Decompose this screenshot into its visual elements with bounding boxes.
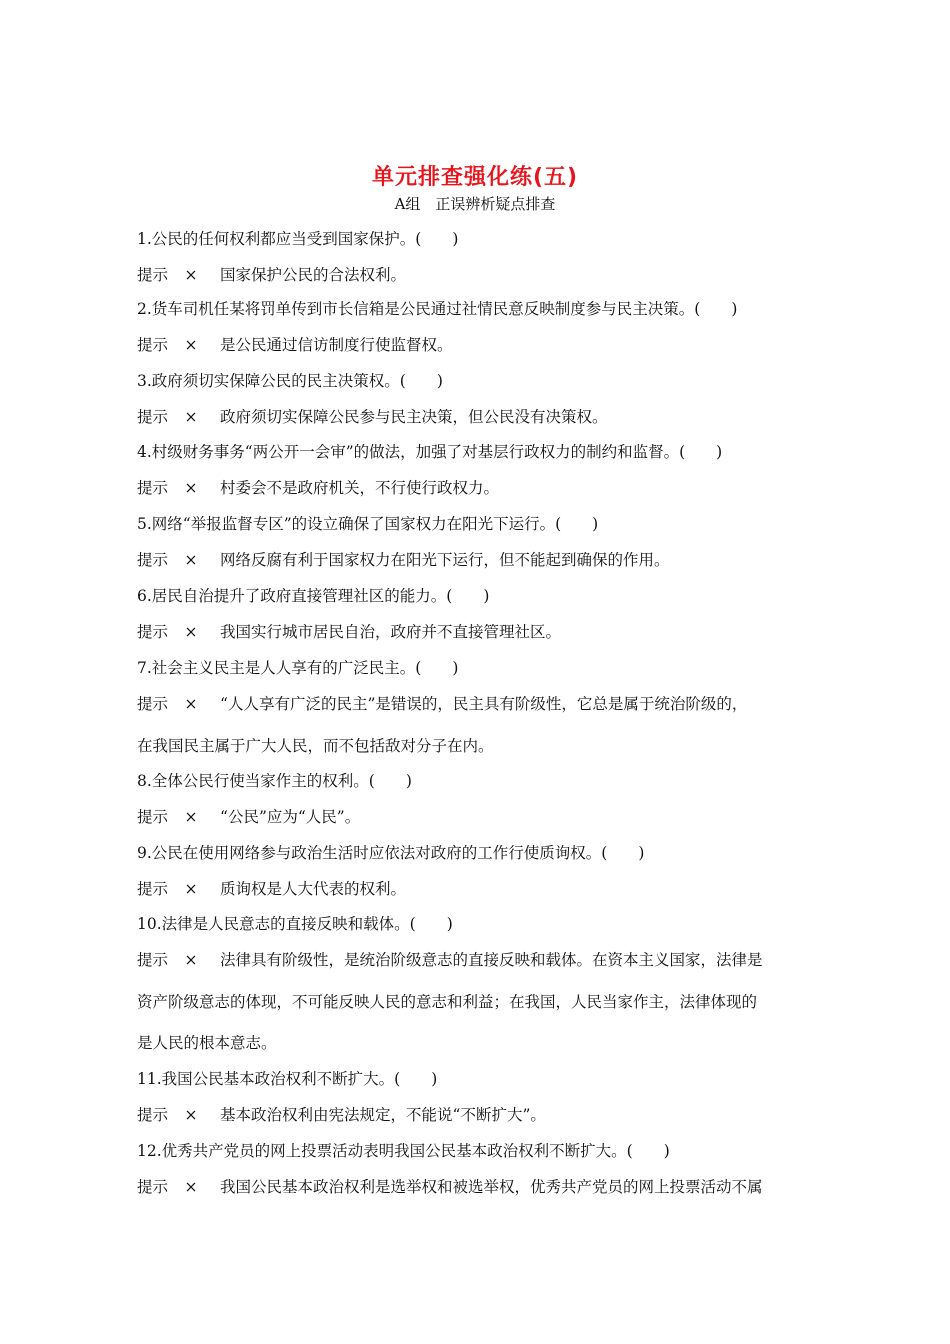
answer-text: 国家保护公民的合法权利。 xyxy=(220,266,407,284)
question-11: 11.我国公民基本政治权利不断扩大。( ) xyxy=(137,1070,438,1088)
answer-4 xyxy=(137,478,827,498)
answer-text: 政府须切实保障公民参与民主决策，但公民没有决策权。 xyxy=(220,408,608,426)
answer-7 xyxy=(137,694,827,714)
answer-2 xyxy=(137,335,827,355)
answer-10-continued-2: 是人民的根本意志。 xyxy=(137,1034,277,1052)
question-3: 3.政府须切实保障公民的民主决策权。( ) xyxy=(137,372,443,390)
question-1: 1.公民的任何权利都应当受到国家保护。( ) xyxy=(137,230,459,248)
answer-text: 质询权是人大代表的权利。 xyxy=(220,880,407,898)
question-10: 10.法律是人民意志的直接反映和载体。( ) xyxy=(137,915,453,933)
question-9: 9.公民在使用网络参与政治生活时应依法对政府的工作行使质询权。( ) xyxy=(137,844,645,862)
section-subtitle: A组 正误辨析疑点排查 xyxy=(394,195,556,213)
hint-label: 提示 xyxy=(137,951,169,969)
answer-text: “公民”应为“人民”。 xyxy=(220,808,361,826)
answer-text: 我国公民基本政治权利是选举权和被选举权，优秀共产党员的网上投票活动不属 xyxy=(220,1178,763,1196)
cross-mark-icon: × xyxy=(184,408,198,426)
answer-11 xyxy=(137,1105,827,1125)
answer-9 xyxy=(137,879,827,899)
question-4: 4.村级财务事务“两公开一会审”的做法，加强了对基层行政权力的制约和监督。( ) xyxy=(137,443,723,461)
cross-mark-icon: × xyxy=(184,479,198,497)
answer-12 xyxy=(137,1177,827,1197)
answer-10 xyxy=(137,950,827,970)
answer-text: “人人享有广泛的民主”是错误的，民主具有阶级性，它总是属于统治阶级的， xyxy=(220,695,748,713)
hint-label: 提示 xyxy=(137,408,169,426)
cross-mark-icon: × xyxy=(184,1106,198,1124)
question-8: 8.全体公民行使当家作主的权利。( ) xyxy=(137,772,412,790)
cross-mark-icon: × xyxy=(184,695,198,713)
cross-mark-icon: × xyxy=(184,623,198,641)
page-title: 单元排查强化练(五) xyxy=(371,165,579,190)
cross-mark-icon: × xyxy=(184,336,198,354)
cross-mark-icon: × xyxy=(184,551,198,569)
answer-text: 基本政治权利由宪法规定，不能说“不断扩大”。 xyxy=(220,1106,546,1124)
question-6: 6.居民自治提升了政府直接管理社区的能力。( ) xyxy=(137,587,490,605)
cross-mark-icon: × xyxy=(184,880,198,898)
question-2: 2.货车司机任某将罚单传到市长信箱是公民通过社情民意反映制度参与民主决策。( ) xyxy=(137,300,738,318)
hint-label: 提示 xyxy=(137,336,169,354)
hint-label: 提示 xyxy=(137,623,169,641)
answer-7-continued: 在我国民主属于广大人民，而不包括敌对分子在内。 xyxy=(137,737,494,755)
answer-3 xyxy=(137,407,827,427)
cross-mark-icon: × xyxy=(184,951,198,969)
answer-1 xyxy=(137,265,827,285)
answer-6 xyxy=(137,622,827,642)
answer-text: 法律具有阶级性，是统治阶级意志的直接反映和载体。在资本主义国家，法律是 xyxy=(220,951,763,969)
cross-mark-icon: × xyxy=(184,1178,198,1196)
hint-label: 提示 xyxy=(137,880,169,898)
hint-label: 提示 xyxy=(137,1106,169,1124)
cross-mark-icon: × xyxy=(184,808,198,826)
answer-text: 我国实行城市居民自治，政府并不直接管理社区。 xyxy=(220,623,562,641)
answer-5 xyxy=(137,550,827,570)
hint-label: 提示 xyxy=(137,1178,169,1196)
answer-10-continued: 资产阶级意志的体现，不可能反映人民的意志和利益；在我国，人民当家作主，法律体现的 xyxy=(137,993,758,1011)
question-7: 7.社会主义民主是人人享有的广泛民主。( ) xyxy=(137,659,459,677)
answer-text: 网络反腐有利于国家权力在阳光下运行，但不能起到确保的作用。 xyxy=(220,551,670,569)
hint-label: 提示 xyxy=(137,808,169,826)
answer-text: 村委会不是政府机关，不行使行政权力。 xyxy=(220,479,500,497)
answer-text: 是公民通过信访制度行使监督权。 xyxy=(220,336,453,354)
question-12: 12.优秀共产党员的网上投票活动表明我国公民基本政治权利不断扩大。( ) xyxy=(137,1142,670,1160)
answer-8 xyxy=(137,807,827,827)
hint-label: 提示 xyxy=(137,551,169,569)
cross-mark-icon: × xyxy=(184,266,198,284)
question-5: 5.网络“举报监督专区”的设立确保了国家权力在阳光下运行。( ) xyxy=(137,515,599,533)
hint-label: 提示 xyxy=(137,266,169,284)
hint-label: 提示 xyxy=(137,479,169,497)
hint-label: 提示 xyxy=(137,695,169,713)
